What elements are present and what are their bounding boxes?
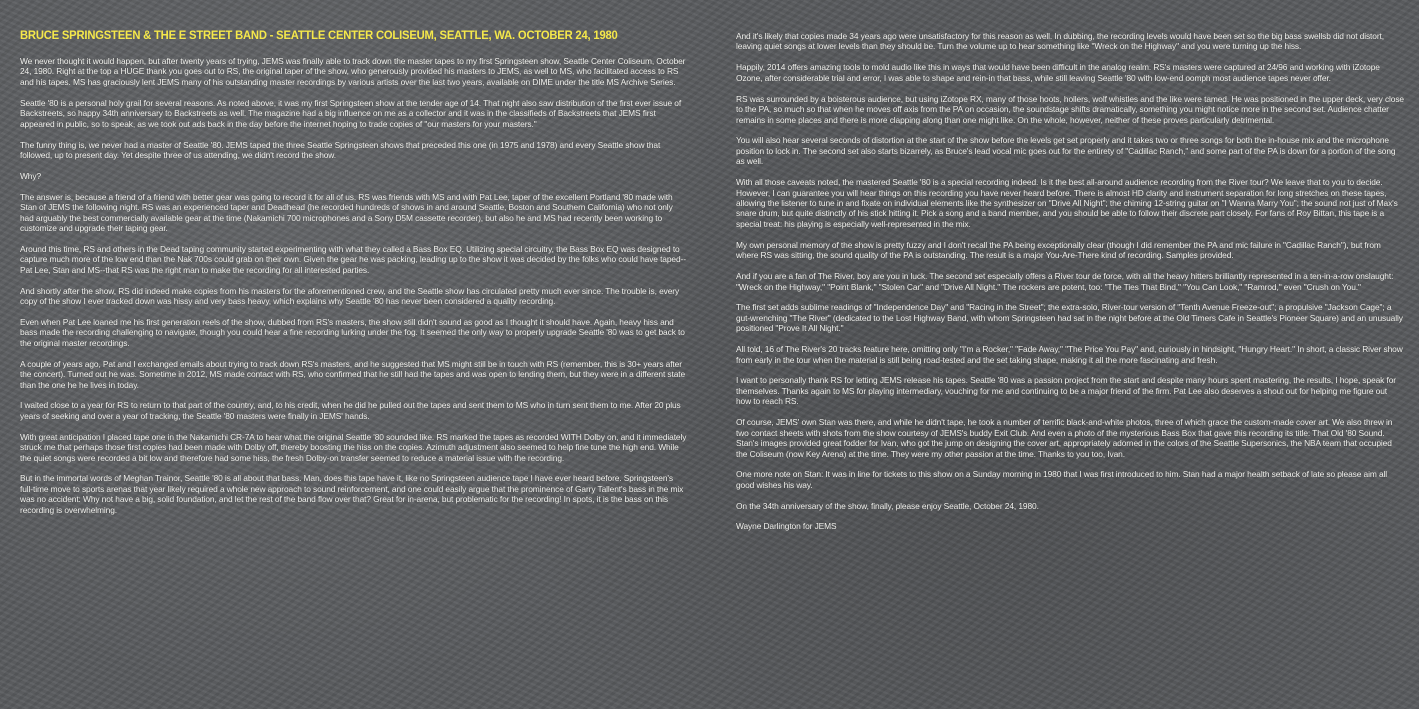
right-column: [736, 31, 1404, 542]
paragraph: We never thought it would happen, but after twenty years of trying, JEMS was finally able to track down the master tapes to my first Springsteen show, Seattle Center Coliseum, October 24, 1980. Right at the top a HUGE thank you goes out to RS, the original taper of the show, who generously provided his masters to JEMS, as well to MS, who facilitated access to RS and his tapes. MS has graciously lent JEMS many of his outstanding master recordings by various artists over the last two years, available on DIME under the title MS Archive Series.: [20, 56, 686, 87]
paragraph: And shortly after the show, RS did indeed make copies from his masters for the aforementioned crew, and the Seattle show has circulated pretty much ever since. The trouble is, every copy of the show I ever tracked down was hissy and very bass heavy, which explains why Seattle '80 has never been considered a quality recording.: [20, 285, 680, 307]
paragraph: Of course, JEMS' own Stan was there, and while he didn't tape, he took a number of terrific black-and-white photos, three of which grace the custom-made cover art. We also threw in two contact sheets with shots from the show courtesy of JEMS's buddy Exit Club. And even a photo of the mysterious Bass Box that gave this recording its title: That Old '80 Sound. Stan's images provided great fodder for Ivan, who got the jump on designing the cover art, appropriately adorned in the colors of the Seattle Supersonics, the NBA team that occupied the Coliseum (now Key Arena) at the time. They were my other passion at the time. Thanks to you too, Ivan.: [736, 417, 1393, 459]
paragraph: With all those caveats noted, the mastered Seattle '80 is a special recording indeed. Is it the best all-around audience recording from the River tour? We leave that to you to decide. However, I can guarantee you will hear things on this recording you have never heard before. There is almost HD clarity and instrument separation for long stretches on these tapes, allowing the listener to tune in and fixate on individual elements like the synthesizer on "Drive All Night"; the chiming 12-string guitar on "I Wanna Marry You"; the sound not just of Max's snare drum, but quite distinctly of his stick hitting it. Pick a song and a band member, and you should be able to follow their discrete part closely. For fans of Roy Bittan, this tape is a special treat: his playing is especially well-represented in the mix.: [736, 177, 1398, 229]
paragraph: On the 34th anniversary of the show, finally, please enjoy Seattle, October 24, 1980.: [736, 500, 1039, 511]
paragraph: Seattle '80 is a personal holy grail for several reasons. As noted above, it was my first Springsteen show at the tender age of 14. That night also saw distribution of the first ever issue of Backstreets, so happy 34th anniversary to Backstreets as well. The magazine had a big influence on me as a collector and it was in the classifieds of Backstreets that JEMS first appeared in public, so to speak, as we took out ads back in the day before the internet hoping to trade copies of "our masters for your masters.": [20, 97, 682, 129]
paragraph: My own personal memory of the show is pretty fuzzy and I don't recall the PA being exceptionally clear (though I did remember the PA and mic failure in "Cadillac Ranch"), but from where RS was sitting, the sound quality of the PA is outstanding. The result is a major You-Are-There kind of recording. Samples provided.: [736, 239, 1381, 261]
left-page: [0, 0, 709, 709]
paragraph: You will also hear several seconds of distortion at the start of the show before the levels get set properly and it takes two or three songs for both the in-house mix and the microphone position to lock in. The second set also starts bizarrely, as Bruce's lead vocal mic goes out for the entirety of "Cadillac Ranch," and some part of the PA is down for a portion of the song as well.: [736, 135, 1396, 167]
paragraph: And if you are a fan of The River, boy are you in luck. The second set especially offers a River tour de force, with all the heavy hitters brilliantly represented in a ten-in-a-row onslaught: "Wreck on the Highway," "Point Blank," "Stolen Car" and "Drive All Night." The rockers are potent, too: "The Ties That Bind," "You Can Look," "Ramrod," even "Crush on You.": [736, 271, 1394, 292]
paragraph: And it's likely that copies made 34 years ago were unsatisfactory for this reason as well. In dubbing, the recording levels would have been set so the big bass swellsb did not distort, leaving quiet songs at lower levels than they should be. Turn the volume up to hear something like "Wreck on the Highway" and you were turning up the hiss.: [736, 31, 1384, 52]
paragraph: The first set adds sublime readings of "Independence Day" and "Racing in the Street"; the extra-solo, River-tour version of "Tenth Avenue Freeze-out"; a propulsive "Jackson Cage"; a gut-wrenching "The River" (dedicated to the Lost Highway Band, with whom Springsteen had sat in the night before at the Old Timers Cafe in Seattle's Pioneer Square) and an unusually positioned "Prove It All Night.": [736, 302, 1403, 334]
paragraph: A couple of years ago, Pat and I exchanged emails about trying to track down RS's masters, and he suggested that MS might still be in touch with RS (remember, this is 30+ years after the concert). Turned out he was. Sometime in 2012, MS made contact with RS, who confirmed that he still had the tapes and was open to lending them, but they were in a different state than the one he he lives in today.: [20, 358, 686, 390]
paragraph: But in the immortal words of Meghan Trainor, Seattle '80 is all about that bass. Man, does this tape have it, like no Springsteen audience tape I have ever heard before. Springsteen's full-time move to sports arenas that year likely required a whole new approach to sound reinforcement, and one could easily argue that the prominence of Garry Tallent's bass in the mix was no accident: Why not have a big, solid foundation, and let the rest of the band flow over that? Great for in-arena, but problematic for the recording! In spots, it is the bass on this recording is overwhelming.: [20, 473, 684, 515]
page-title: BRUCE SPRINGSTEEN & THE E STREET BAND - SEATTLE CENTER COLISEUM, SEATTLE, WA. OCTOBER 24, 1980: [20, 28, 618, 42]
left-column: [20, 28, 688, 526]
paragraph: I want to personally thank RS for letting JEMS release his tapes. Seattle '80 was a passion project from the start and despite many hours spent mastering, the results, I hope, speak for themselves. Thanks again to MS for playing intermediary, vouching for me and continuing to be a major friend of the firm. Pat Lee also deserves a shout out for helping me figure out how to reach RS.: [736, 375, 1396, 407]
paragraph: Around this time, RS and others in the Dead taping community started experimenting with what they called a Bass Box EQ. Utilizing special circuitry, the Bass Box EQ was designed to capture much more of the low end than the Nak 700s could grab on their own. Given the gear he was packing, leading up to the show it was decided by the folks who could have taped--Pat Lee, Stan and MS--that RS was the right man to make the recording for all interested parties.: [20, 243, 686, 275]
paragraph: I waited close to a year for RS to return to that part of the country, and, to his credit, when he did he pulled out the tapes and sent them to MS who in turn sent them to me. After 20 plus years of seeking and over a year of tracking, the Seattle '80 masters were finally in JEMS' hands.: [20, 400, 681, 421]
paragraph: With great anticipation I placed tape one in the Nakamichi CR-7A to hear what the original Seattle '80 sounded like. RS marked the tapes as recorded WITH Dolby on, and it immediately struck me that perhaps those first copies had been made with Dolby off, thereby boosting the hiss on the copies. Azimuth adjustment also seemed to help fine tune the high end. While the quiet songs were recorded a bit low and therefore had some hiss, the fresh Dolby-on transfer seemed to reduce a material issue with the recording.: [20, 431, 687, 463]
paragraph: Happily, 2014 offers amazing tools to mold audio like this in ways that would have been difficult in the analog realm. RS's masters were captured at 24/96 and working with iZotope Ozone, after considerable trial and error, I was able to shape and rein-in that bass, while still leaving Seattle '80 with low-end oomph most audience tapes never offer.: [736, 62, 1380, 83]
paragraph: RS was surrounded by a boisterous audience, but using iZotope RX, many of those hoots, hollers, wolf whistles and the like were tamed. He was positioned in the upper deck, very close to the PA, so much so that when he moves off axis from the PA on occasion, the soundstage shifts dramatically, something you might notice more in the second set. Audience chatter remains in some places and there is more clapping along than one might like. On the whole, however, neither of these proves particularly detrimental.: [736, 93, 1404, 125]
paragraph: Even when Pat Lee loaned me his first generation reels of the show, dubbed from RS's masters, the show still didn't sound as good as I thought it should have. Again, heavy hiss and bass made the recording challenging to navigate, though you could hear a fine recording lurking under the fog. It seemed the only way to properly upgrade Seattle '80 was to get back to the original master recordings.: [20, 316, 685, 348]
paragraph: One more note on Stan: It was in line for tickets to this show on a Sunday morning in 1980 that I was first introduced to him. Stan had a major health setback of late so please aim all good wishes his way.: [736, 469, 1388, 490]
signature-line: Wayne Darlington for JEMS: [736, 521, 837, 532]
paragraph: Why?: [20, 170, 42, 181]
paragraph: All told, 16 of The River's 20 tracks feature here, omitting only "I'm a Rocker," "Fade Away," "The Price You Pay" and, curiously in hindsight, "Hungry Heart." In short, a classic River show from early in the tour when the material is still being road-tested and the set taking shape, making it all the more fascinating and fresh.: [736, 344, 1403, 365]
paragraph: The answer is, because a friend of a friend with better gear was going to record it for all of us. RS was friends with MS and with Pat Lee, taper of the excellent Portland '80 made with Stan of JEMS the following night. RS was an experienced taper and Deadhead (he recorded hundreds of shows in and around Seattle, Boston and Southern California) who not only had arguably the best commercially available gear at the time (Nakamichi 700 microphones and a Sony D5M cassette recorder), but also he and MS had recently been working to customize and upgrade their taping gear.: [20, 191, 673, 233]
paragraph: The funny thing is, we never had a master of Seattle '80. JEMS taped the three Seattle Springsteen shows that preceded this one (in 1975 and 1978) and every Seattle show that followed, up to present day. Yet despite three of us attending, we didn't record the show.: [20, 139, 661, 160]
right-page: [710, 0, 1419, 709]
